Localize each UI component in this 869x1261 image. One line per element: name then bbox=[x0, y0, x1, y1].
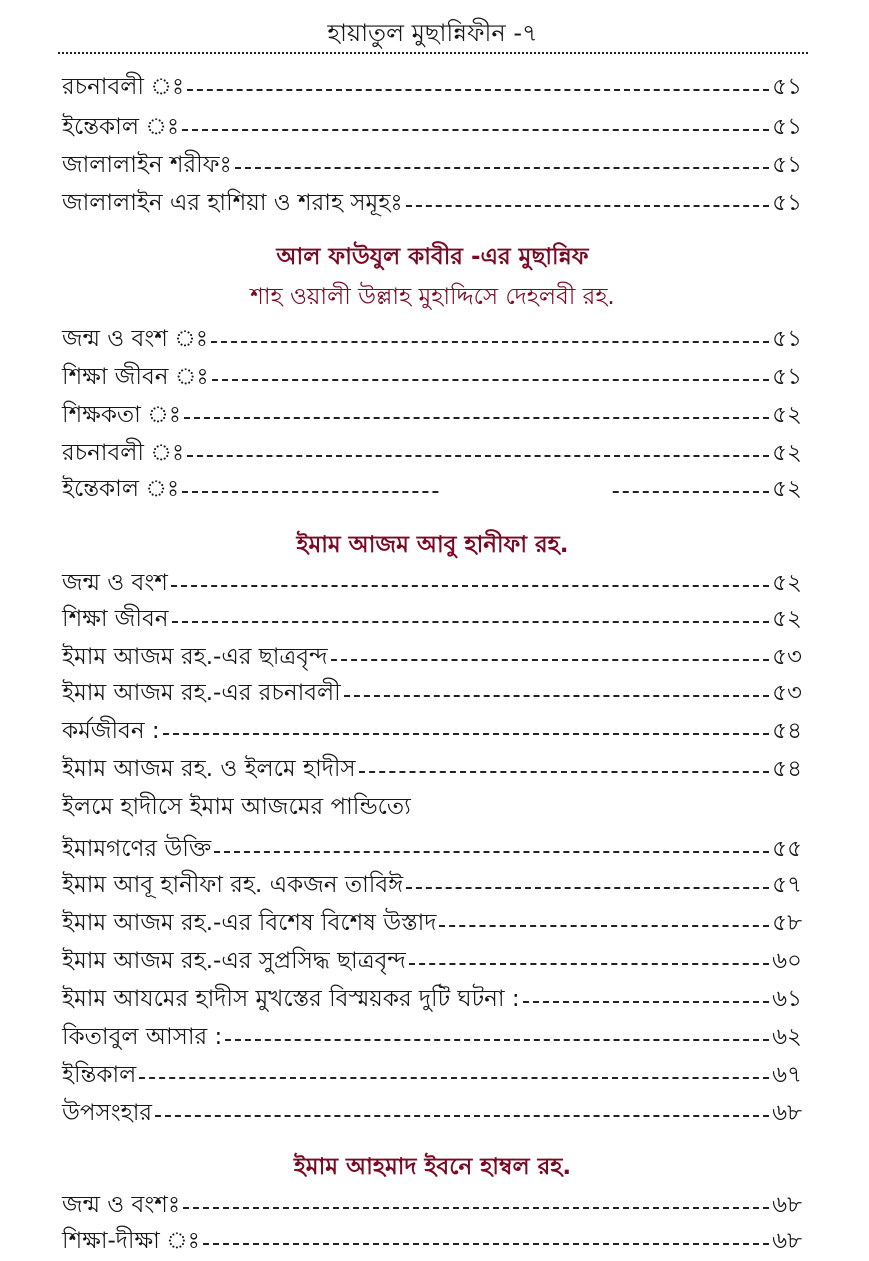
entry-page: ৫১ bbox=[772, 152, 802, 178]
entry-page: ৬৮ bbox=[772, 1228, 802, 1254]
entry-label: জন্ম ও বংশঃ bbox=[62, 1192, 181, 1218]
entry-page: ৫৩ bbox=[772, 644, 802, 670]
dot-leader bbox=[225, 1039, 769, 1041]
toc-entry bbox=[62, 68, 802, 106]
entry-page: ৫১ bbox=[772, 326, 802, 352]
dot-leader bbox=[359, 771, 770, 773]
toc-entry bbox=[62, 1222, 802, 1260]
dot-leader bbox=[184, 417, 769, 419]
dot-leader bbox=[203, 1243, 769, 1245]
toc-entry bbox=[62, 750, 802, 788]
entry-page: ৫১ bbox=[772, 190, 802, 216]
dot-leader bbox=[409, 963, 769, 965]
section-subheading: শাহ ওয়ালী উল্লাহ মুহাদ্দিসে দেহলবী রহ. bbox=[250, 284, 615, 310]
toc-entry bbox=[62, 470, 802, 508]
toc-entry bbox=[62, 184, 802, 222]
entry-label: কিতাবুল আসার : bbox=[62, 1024, 223, 1050]
entry-page: ৫২ bbox=[772, 440, 802, 466]
entry-page: ৫১ bbox=[772, 74, 802, 100]
entry-page: ৫২ bbox=[772, 402, 802, 428]
toc-entry bbox=[62, 600, 802, 638]
toc-entry bbox=[62, 638, 802, 676]
entry-label: ইলমে হাদীসে ইমাম আজমের পান্ডিত্যে bbox=[62, 794, 411, 820]
toc-entry bbox=[62, 904, 802, 942]
entry-page: ৫২ bbox=[772, 570, 802, 596]
section-heading: ইমাম আজম আবু হানীফা রহ. bbox=[296, 532, 569, 558]
entry-label: ইমাম আজম রহ.-এর ছাত্রবৃন্দ bbox=[62, 644, 328, 670]
entry-label: ইমাম আজম রহ.-এর সুপ্রসিদ্ধ ছাত্রবৃন্দ bbox=[62, 948, 406, 974]
toc-entry bbox=[62, 320, 802, 358]
entry-page: ৬৮ bbox=[772, 1192, 802, 1218]
entry-label: ইন্তিকাল bbox=[62, 1062, 137, 1088]
dot-leader bbox=[163, 733, 770, 735]
toc-continuation-line bbox=[62, 788, 802, 826]
toc-entry bbox=[62, 434, 802, 472]
toc-entry bbox=[62, 1018, 802, 1056]
entry-page: ৫৭ bbox=[772, 872, 802, 898]
entry-label: ইন্তেকাল ঃ bbox=[62, 476, 180, 502]
entry-page: ৬৮ bbox=[772, 1100, 802, 1126]
toc-entry bbox=[62, 358, 802, 396]
dot-leader bbox=[406, 205, 769, 207]
dot-leader bbox=[439, 925, 769, 927]
entry-label: ইমামগণের উক্তি bbox=[62, 836, 212, 862]
entry-page: ৫১ bbox=[772, 114, 802, 140]
dot-leader bbox=[523, 1001, 769, 1003]
toc-entry bbox=[62, 712, 802, 750]
header-rule bbox=[58, 52, 808, 54]
entry-label: ইমাম আজম রহ. ও ইলমে হাদীস bbox=[62, 756, 356, 782]
entry-page: ৬১ bbox=[772, 986, 802, 1012]
dot-leader bbox=[212, 379, 769, 381]
entry-label: শিক্ষা-দীক্ষা ঃ bbox=[62, 1228, 200, 1254]
entry-label: শিক্ষা জীবন bbox=[62, 606, 169, 632]
dot-leader bbox=[235, 167, 769, 169]
entry-label: ইমাম আজম রহ.-এর বিশেষ বিশেষ উস্তাদ bbox=[62, 910, 437, 936]
entry-page: ৬০ bbox=[772, 948, 802, 974]
entry-label: ইমাম আজম রহ.-এর রচনাবলী bbox=[62, 680, 341, 706]
dot-leader bbox=[187, 455, 769, 457]
dot-leader bbox=[139, 1077, 769, 1079]
entry-label: জন্ম ও বংশ bbox=[62, 570, 168, 596]
running-header: হায়াতুল মুছান্নিফীন -৭ bbox=[327, 19, 538, 47]
entry-label: ইন্তেকাল ঃ bbox=[62, 114, 180, 140]
entry-label: কর্মজীবন : bbox=[62, 718, 160, 744]
entry-page: ৫৫ bbox=[772, 836, 802, 862]
entry-label: ইমাম আবূ হানীফা রহ. একজন তাবিঈ bbox=[62, 872, 404, 898]
dot-leader bbox=[182, 129, 769, 131]
dot-leader bbox=[172, 621, 770, 623]
section-heading: আল ফাউযুল কাবীর -এর মুছান্নিফ bbox=[276, 244, 589, 270]
entry-label: রচনাবলী ঃ bbox=[62, 440, 185, 466]
toc-entry bbox=[62, 980, 802, 1018]
entry-page: ৫১ bbox=[772, 364, 802, 390]
dot-leader bbox=[331, 659, 770, 661]
toc-entry bbox=[62, 1186, 802, 1224]
toc-entry bbox=[62, 1056, 802, 1094]
toc-entry bbox=[62, 942, 802, 980]
entry-label: শিক্ষকতা ঃ bbox=[62, 402, 182, 428]
dot-leader bbox=[211, 341, 769, 343]
entry-page: ৫২ bbox=[772, 476, 802, 502]
entry-page: ৫৪ bbox=[772, 756, 802, 782]
dot-leader bbox=[171, 585, 769, 587]
toc-entry bbox=[62, 866, 802, 904]
entry-label: জন্ম ও বংশ ঃ bbox=[62, 326, 209, 352]
leader-gap bbox=[440, 488, 610, 498]
dot-leader bbox=[344, 695, 769, 697]
entry-label: উপসংহার bbox=[62, 1100, 153, 1126]
toc-entry bbox=[62, 396, 802, 434]
dot-leader bbox=[183, 1207, 769, 1209]
entry-label: জালালাইন এর হাশিয়া ও শরাহ সমূহঃ bbox=[62, 190, 403, 216]
dot-leader bbox=[155, 1115, 769, 1117]
toc-entry bbox=[62, 108, 802, 146]
entry-label: রচনাবলী ঃ bbox=[62, 74, 185, 100]
dot-leader bbox=[214, 851, 769, 853]
entry-page: ৫৪ bbox=[772, 718, 802, 744]
section-heading: ইমাম আহমাদ ইবনে হাম্বল রহ. bbox=[293, 1154, 572, 1180]
dot-leader bbox=[187, 89, 769, 91]
entry-label: জালালাইন শরীফঃ bbox=[62, 152, 232, 178]
toc-entry bbox=[62, 1094, 802, 1132]
toc-entry bbox=[62, 830, 802, 868]
entry-page: ৬২ bbox=[772, 1024, 802, 1050]
entry-label: শিক্ষা জীবন ঃ bbox=[62, 364, 209, 390]
dot-leader bbox=[406, 887, 769, 889]
toc-entry bbox=[62, 674, 802, 712]
entry-page: ৫৮ bbox=[772, 910, 802, 936]
entry-label: ইমাম আযমের হাদীস মুখস্তের বিস্ময়কর দুটি ঘটনা : bbox=[62, 986, 520, 1012]
entry-page: ৬৭ bbox=[772, 1062, 802, 1088]
entry-page: ৫৩ bbox=[772, 680, 802, 706]
toc-entry bbox=[62, 146, 802, 184]
entry-page: ৫২ bbox=[772, 606, 802, 632]
toc-entry bbox=[62, 564, 802, 602]
